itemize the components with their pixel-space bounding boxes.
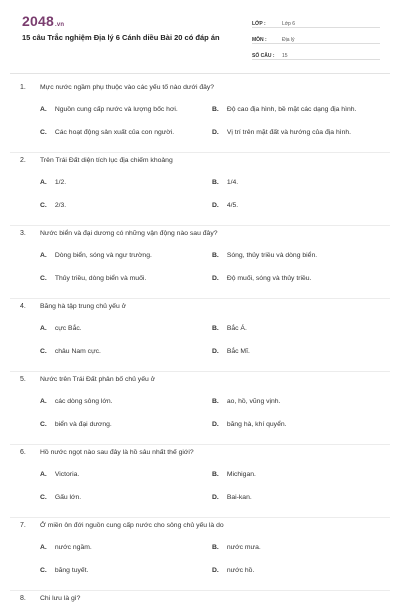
- option-letter: B.: [212, 544, 219, 551]
- question-text: Nước biển và đại dương có những vận động nào sau đây?: [40, 230, 218, 237]
- meta-label: SỐ CÂU :: [252, 53, 275, 59]
- option-text: các dòng sông lớn.: [54, 398, 113, 405]
- option-text: Michigan.: [226, 471, 256, 478]
- question-item: [10, 518, 390, 591]
- answer-option[interactable]: [212, 202, 238, 209]
- option-letter: C.: [40, 129, 47, 136]
- answer-option[interactable]: [212, 567, 254, 574]
- option-text: 1/4.: [226, 179, 239, 186]
- option-text: băng tuyết.: [54, 567, 89, 574]
- option-letter: B.: [212, 325, 219, 332]
- answer-option[interactable]: [212, 544, 261, 551]
- answer-option[interactable]: [212, 471, 256, 478]
- question-number: 8.: [20, 595, 26, 602]
- question-item: [10, 80, 390, 153]
- answer-option[interactable]: [40, 471, 79, 478]
- option-text: băng hà, khí quyển.: [226, 421, 287, 428]
- option-text: nước mưa.: [226, 544, 261, 551]
- option-letter: D.: [212, 567, 219, 574]
- option-text: Victoria.: [54, 471, 80, 478]
- meta-value: Địa lý: [282, 37, 295, 43]
- option-letter: D.: [212, 494, 219, 501]
- question-item: [10, 591, 390, 615]
- option-text: Sóng, thủy triều và dòng biển.: [226, 252, 318, 259]
- meta-count: [252, 46, 380, 60]
- question-number: 7.: [20, 522, 26, 529]
- answer-option[interactable]: [212, 421, 287, 428]
- question-text: Ở miền ôn đới nguồn cung cấp nước cho sông chủ yếu là do: [40, 522, 224, 529]
- answer-option[interactable]: [40, 398, 113, 405]
- question-number: 1.: [20, 84, 26, 91]
- question-item: [10, 445, 390, 518]
- answer-option[interactable]: [40, 348, 101, 355]
- option-letter: C.: [40, 421, 47, 428]
- option-text: 2/3.: [54, 202, 67, 209]
- option-letter: C.: [40, 348, 47, 355]
- option-text: ao, hồ, vũng vịnh.: [226, 398, 281, 405]
- option-letter: C.: [40, 494, 47, 501]
- answer-option[interactable]: [40, 129, 174, 136]
- answer-option[interactable]: [212, 325, 247, 332]
- meta-class: [252, 14, 380, 28]
- option-letter: C.: [40, 567, 47, 574]
- option-letter: D.: [212, 421, 219, 428]
- meta-label: MÔN :: [252, 37, 267, 43]
- option-text: nước hồ.: [226, 567, 255, 574]
- option-text: Độ muối, sóng và thủy triều.: [226, 275, 312, 282]
- option-text: 1/2.: [54, 179, 67, 186]
- meta-value: Lớp 6: [282, 21, 296, 27]
- option-letter: C.: [40, 275, 47, 282]
- option-letter: A.: [40, 106, 47, 113]
- logo-suffix: .vn: [54, 22, 65, 28]
- option-text: Các hoạt động sản xuất của con người.: [54, 129, 175, 136]
- option-text: Bắc Mĩ.: [226, 348, 250, 355]
- option-letter: A.: [40, 544, 47, 551]
- option-letter: B.: [212, 471, 219, 478]
- logo-text: 2048: [22, 13, 54, 29]
- answer-option[interactable]: [212, 129, 351, 136]
- question-item: [10, 153, 390, 226]
- option-text: Dòng biển, sóng và ngư trường.: [54, 252, 152, 259]
- option-text: Vị trí trên mặt đất và hướng của địa hình.: [226, 129, 352, 136]
- question-number: 4.: [20, 303, 26, 310]
- question-item: [10, 226, 390, 299]
- option-letter: B.: [212, 179, 219, 186]
- option-text: Bai-kan.: [226, 494, 252, 501]
- meta-subject: [252, 30, 380, 44]
- answer-option[interactable]: [212, 106, 356, 113]
- header-divider: [10, 73, 390, 74]
- meta-value: 15: [282, 53, 288, 59]
- answer-option[interactable]: [212, 494, 252, 501]
- answer-option[interactable]: [40, 494, 81, 501]
- answer-option[interactable]: [40, 179, 66, 186]
- question-text: Hồ nước ngọt nào sau đây là hồ sâu nhất thế giới?: [40, 449, 194, 456]
- answer-option[interactable]: [212, 275, 311, 282]
- answer-option[interactable]: [212, 398, 280, 405]
- site-logo[interactable]: [22, 13, 64, 29]
- option-letter: D.: [212, 348, 219, 355]
- option-text: nước ngầm.: [54, 544, 92, 551]
- option-text: châu Nam cực.: [54, 348, 101, 355]
- option-letter: C.: [40, 202, 47, 209]
- option-letter: B.: [212, 252, 219, 259]
- answer-option[interactable]: [40, 567, 88, 574]
- option-text: Nguồn cung cấp nước và lượng bốc hơi.: [54, 106, 178, 113]
- question-text: Chi lưu là gì?: [40, 595, 81, 602]
- option-letter: D.: [212, 275, 219, 282]
- option-text: Gấu lớn.: [54, 494, 82, 501]
- answer-option[interactable]: [40, 275, 146, 282]
- answer-option[interactable]: [40, 202, 66, 209]
- answer-option[interactable]: [40, 421, 112, 428]
- answer-option[interactable]: [40, 252, 152, 259]
- option-text: biển và đại dương.: [54, 421, 112, 428]
- answer-option[interactable]: [212, 252, 317, 259]
- question-number: 5.: [20, 376, 26, 383]
- option-letter: A.: [40, 179, 47, 186]
- option-text: cực Bắc.: [54, 325, 82, 332]
- option-letter: D.: [212, 202, 219, 209]
- option-letter: D.: [212, 129, 219, 136]
- question-item: [10, 372, 390, 445]
- option-text: Bắc Á.: [226, 325, 247, 332]
- question-number: 6.: [20, 449, 26, 456]
- question-list: [0, 80, 400, 615]
- question-text: Mực nước ngầm phụ thuộc vào các yếu tố nào dưới đây?: [40, 84, 215, 91]
- document-title: 15 câu Trắc nghiệm Địa lý 6 Cánh diều Bài 20 có đáp án: [22, 33, 220, 42]
- question-text: Băng hà tập trung chủ yếu ở: [40, 303, 127, 310]
- option-letter: B.: [212, 398, 219, 405]
- question-number: 3.: [20, 230, 26, 237]
- option-letter: A.: [40, 398, 47, 405]
- answer-option[interactable]: [212, 179, 238, 186]
- answer-option[interactable]: [40, 544, 92, 551]
- option-text: Thủy triều, dòng biển và muối.: [54, 275, 147, 282]
- question-text: Trên Trái Đất diện tích lục địa chiếm khoảng: [40, 157, 173, 164]
- meta-info: [252, 14, 380, 62]
- answer-option[interactable]: [40, 325, 82, 332]
- question-item: [10, 299, 390, 372]
- answer-option[interactable]: [40, 106, 178, 113]
- option-text: 4/5.: [226, 202, 239, 209]
- option-letter: A.: [40, 252, 47, 259]
- option-letter: A.: [40, 325, 47, 332]
- option-text: Độ cao địa hình, bề mặt các dạng địa hình.: [226, 106, 357, 113]
- question-text: Nước trên Trái Đất phân bố chủ yếu ở: [40, 376, 156, 383]
- question-number: 2.: [20, 157, 26, 164]
- page-header: [0, 0, 400, 70]
- option-letter: A.: [40, 471, 47, 478]
- meta-label: LỚP :: [252, 21, 266, 27]
- option-letter: B.: [212, 106, 219, 113]
- answer-option[interactable]: [212, 348, 250, 355]
